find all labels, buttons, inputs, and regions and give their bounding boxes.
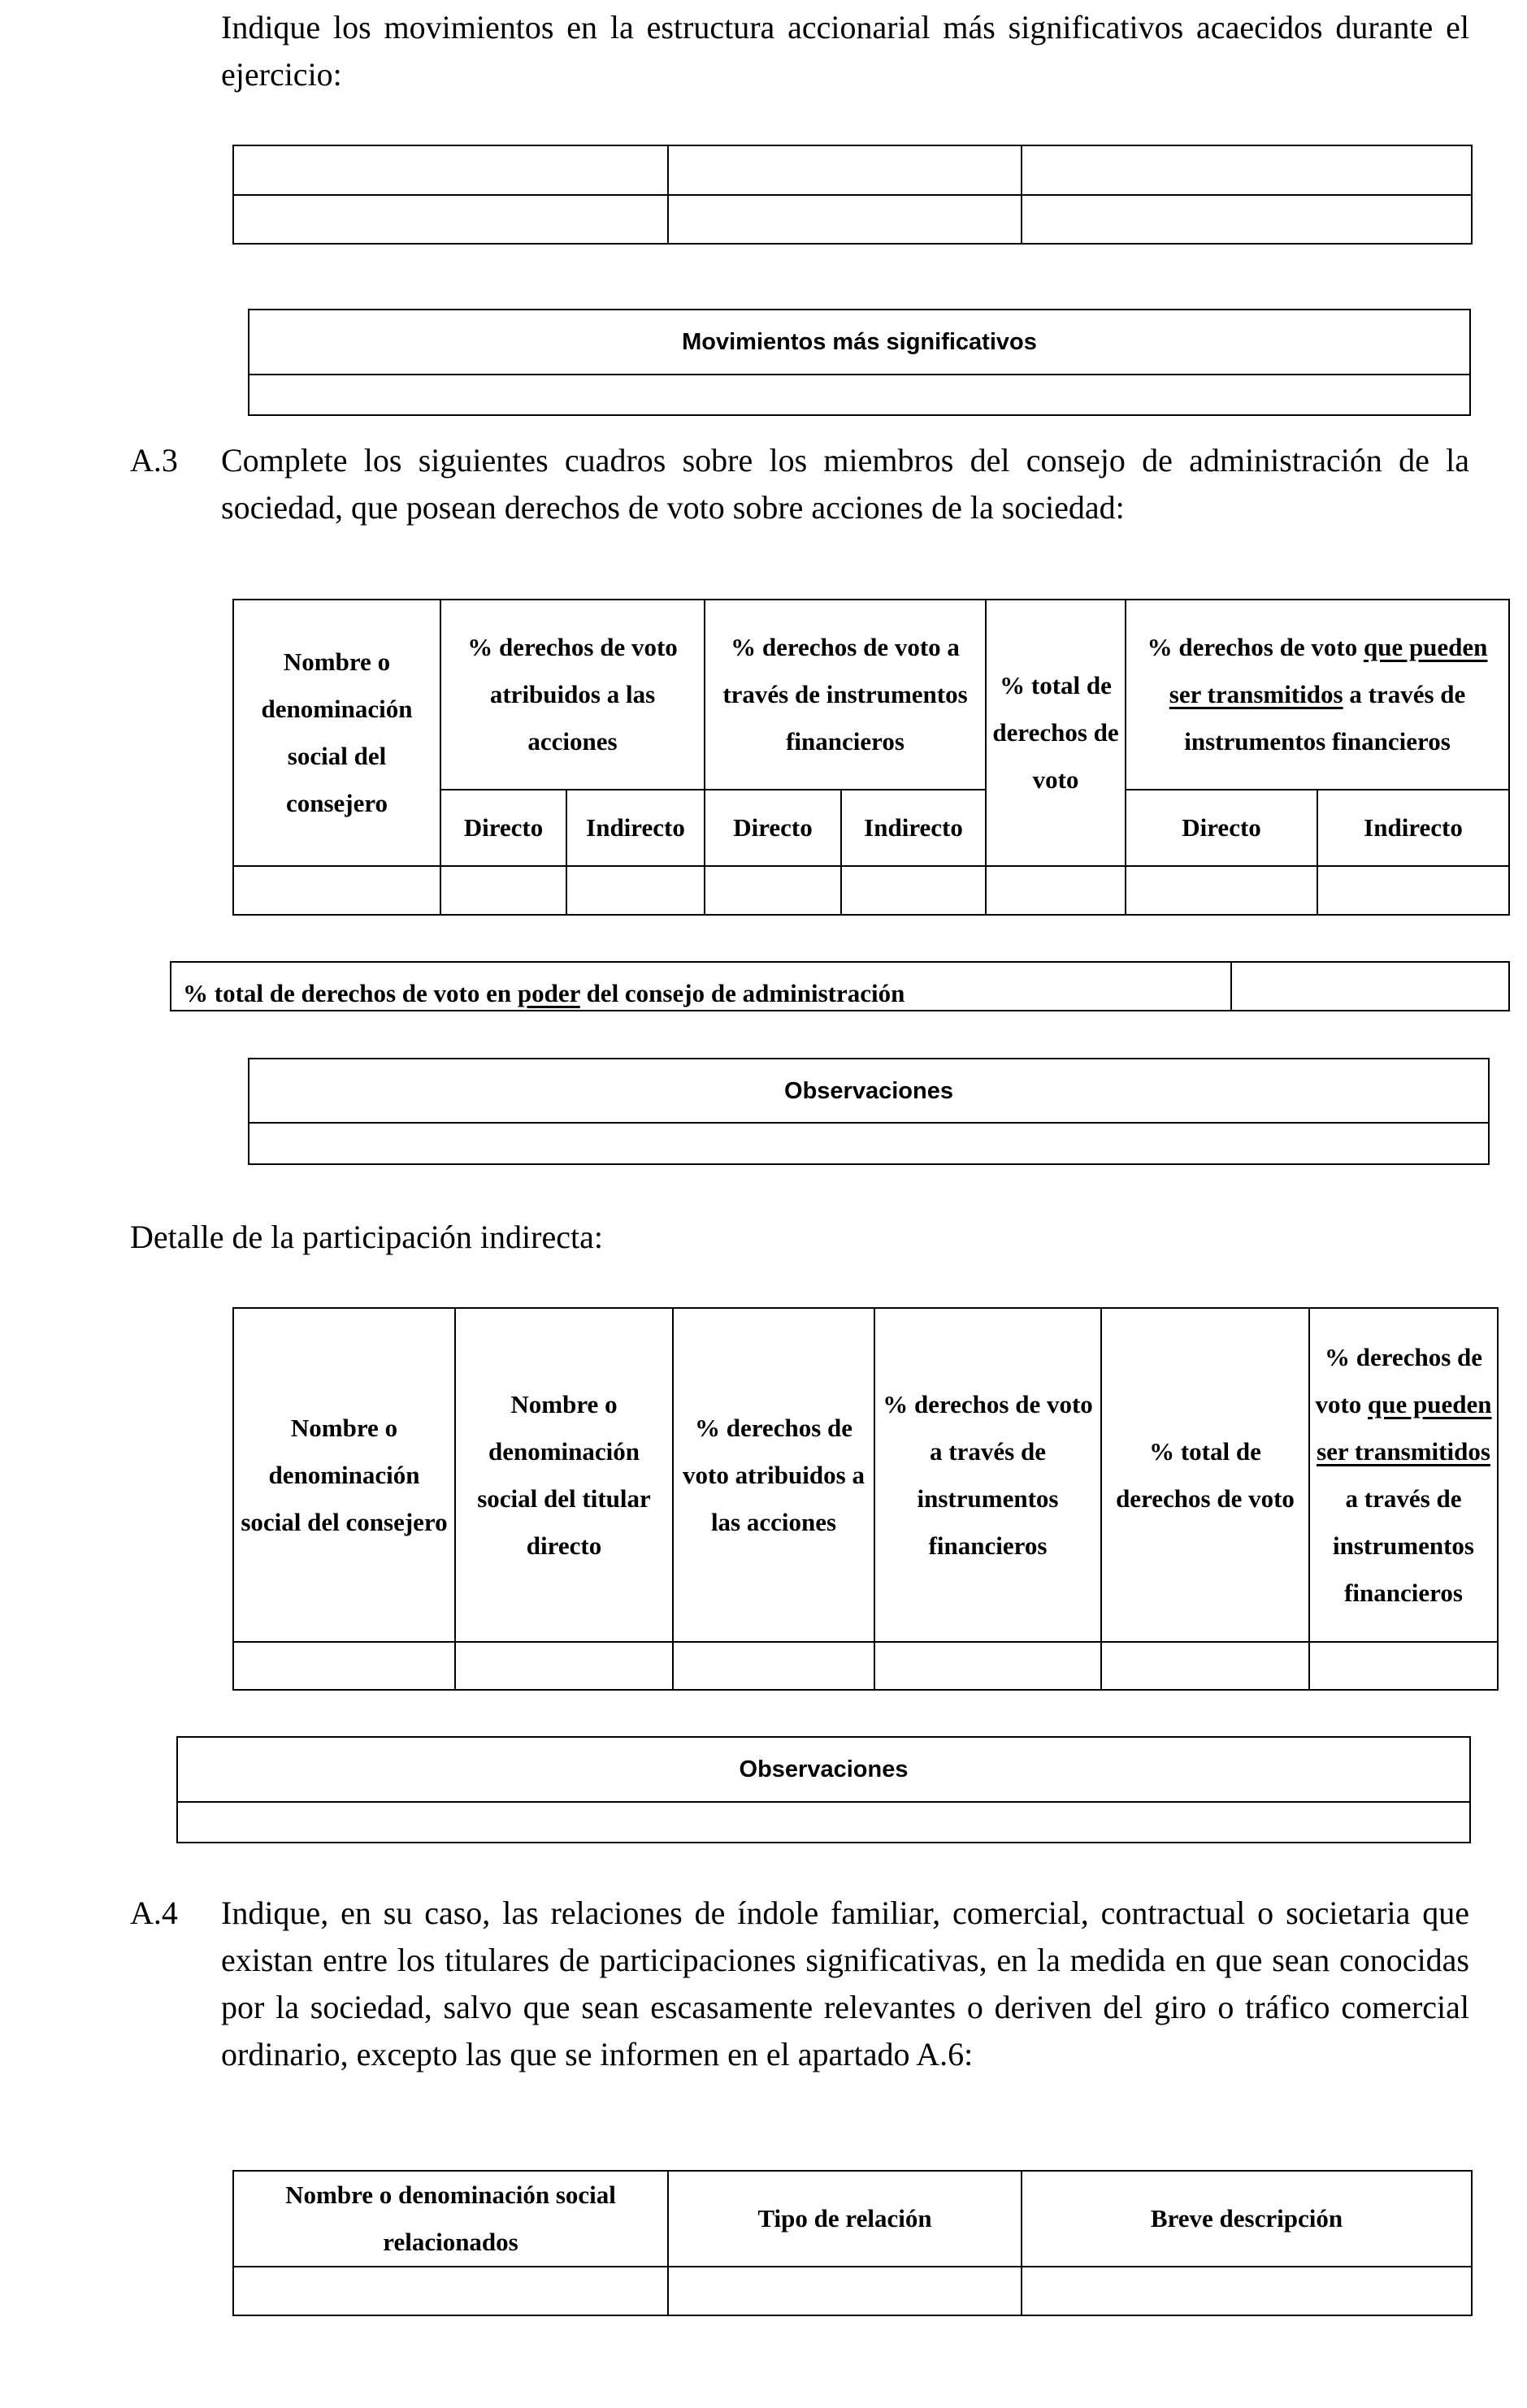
subheader-indirecto: Indirecto [566, 790, 705, 866]
observations-field[interactable] [249, 1123, 1489, 1164]
header-underlined-text: que pueden ser transmitidos [1317, 1389, 1492, 1466]
header-text: a través de instrumentos financieros [1333, 1483, 1474, 1607]
subheader-directo: Directo [705, 790, 841, 866]
board-total-value-field[interactable] [1231, 962, 1509, 1011]
table-cell[interactable] [1022, 195, 1472, 244]
section-a3-text: Complete los siguientes cuadros sobre los miembros del consejo de administración de la sociedad, que posean derechos de voto sobre acciones de la sociedad: [221, 442, 1469, 526]
observations-box [176, 1736, 1471, 1843]
header-relation-type: Tipo de relación [668, 2171, 1022, 2267]
table-cell[interactable] [233, 1642, 455, 1690]
table-cell[interactable] [233, 145, 668, 195]
section-a4-text: Indique, en su caso, las relaciones de índole familiar, comercial, contractual o societaria que existan entre los titulares de participaciones significativas, en la medida en que sean conocidas por la sociedad, salvo que sean escasamente relevantes o deriven del giro o tráfico comercial ordinario, excepto las que se informen en el apartado A.6: [221, 1895, 1469, 2072]
table-cell[interactable] [233, 866, 440, 915]
table-cell[interactable] [1022, 2267, 1472, 2315]
indirect-participation-table [232, 1307, 1499, 1691]
table-cell[interactable] [1126, 866, 1317, 915]
header-instruments: % derechos de voto a través de instrumentos financieros [705, 600, 986, 790]
table-cell[interactable] [668, 145, 1022, 195]
table-cell[interactable] [1317, 866, 1509, 915]
label-underlined-text: poder [517, 979, 580, 1007]
observations-header: Observaciones [249, 1059, 1489, 1123]
subheader-directo: Directo [1126, 790, 1317, 866]
observations-box [248, 1058, 1490, 1165]
header-total: % total de derechos de voto [1101, 1308, 1309, 1642]
section-number-a3: A.3 [130, 442, 178, 479]
observations-field[interactable] [177, 1802, 1470, 1843]
subheader-directo: Directo [440, 790, 566, 866]
movements-box-field[interactable] [249, 375, 1470, 415]
header-name: Nombre o denominación social del consejero [233, 600, 440, 866]
board-total-label [171, 962, 1231, 1011]
board-voting-rights-table [232, 599, 1510, 916]
table-cell[interactable] [874, 1642, 1101, 1690]
header-name: Nombre o denominación social del consejero [233, 1308, 455, 1642]
table-cell[interactable] [1309, 1642, 1498, 1690]
header-description: Breve descripción [1022, 2171, 1472, 2267]
intro-paragraph: Indique los movimientos en la estructura accionarial más significativos acaecidos durante el ejercicio: [221, 9, 1469, 93]
board-total-box [170, 961, 1510, 1011]
movements-box-header: Movimientos más significativos [249, 310, 1470, 375]
observations-header: Observaciones [177, 1737, 1470, 1802]
header-instruments: % derechos de voto a través de instrumentos financieros [874, 1308, 1101, 1642]
header-related-names: Nombre o denominación social relacionados [233, 2171, 668, 2267]
subheader-indirecto: Indirecto [841, 790, 986, 866]
header-transmissible [1309, 1308, 1498, 1642]
table-cell[interactable] [233, 195, 668, 244]
header-direct-holder: Nombre o denominación social del titular directo [455, 1308, 673, 1642]
table-cell[interactable] [566, 866, 705, 915]
header-underlined-text: que pueden ser transmitidos [1169, 633, 1488, 708]
table-cell[interactable] [673, 1642, 874, 1690]
movements-table [232, 145, 1473, 245]
label-text: del consejo de administración [579, 979, 905, 1007]
table-cell[interactable] [1022, 145, 1472, 195]
table-cell[interactable] [668, 2267, 1022, 2315]
movements-box [248, 309, 1471, 416]
table-cell[interactable] [233, 2267, 668, 2315]
label-text: % total de derechos de voto en [183, 979, 518, 1007]
section-number-a4: A.4 [130, 1895, 178, 1931]
subheader-indirecto: Indirecto [1317, 790, 1509, 866]
header-attributed: % derechos de voto atribuidos a las acciones [440, 600, 705, 790]
header-total: % total de derechos de voto [986, 600, 1126, 866]
header-text: % derechos de voto [1315, 1342, 1483, 1418]
header-attributed: % derechos de voto atribuidos a las acciones [673, 1308, 874, 1642]
header-text: % derechos de voto [1147, 633, 1364, 661]
table-cell[interactable] [705, 866, 841, 915]
table-cell[interactable] [841, 866, 986, 915]
table-cell[interactable] [1101, 1642, 1309, 1690]
header-transmissible [1126, 600, 1509, 790]
indirect-detail-heading: Detalle de la participación indirecta: [130, 1219, 603, 1255]
table-cell[interactable] [668, 195, 1022, 244]
table-cell[interactable] [986, 866, 1126, 915]
table-cell[interactable] [455, 1642, 673, 1690]
table-cell[interactable] [440, 866, 566, 915]
header-text: a través de instrumentos financieros [1184, 680, 1466, 756]
relations-table [232, 2170, 1473, 2316]
